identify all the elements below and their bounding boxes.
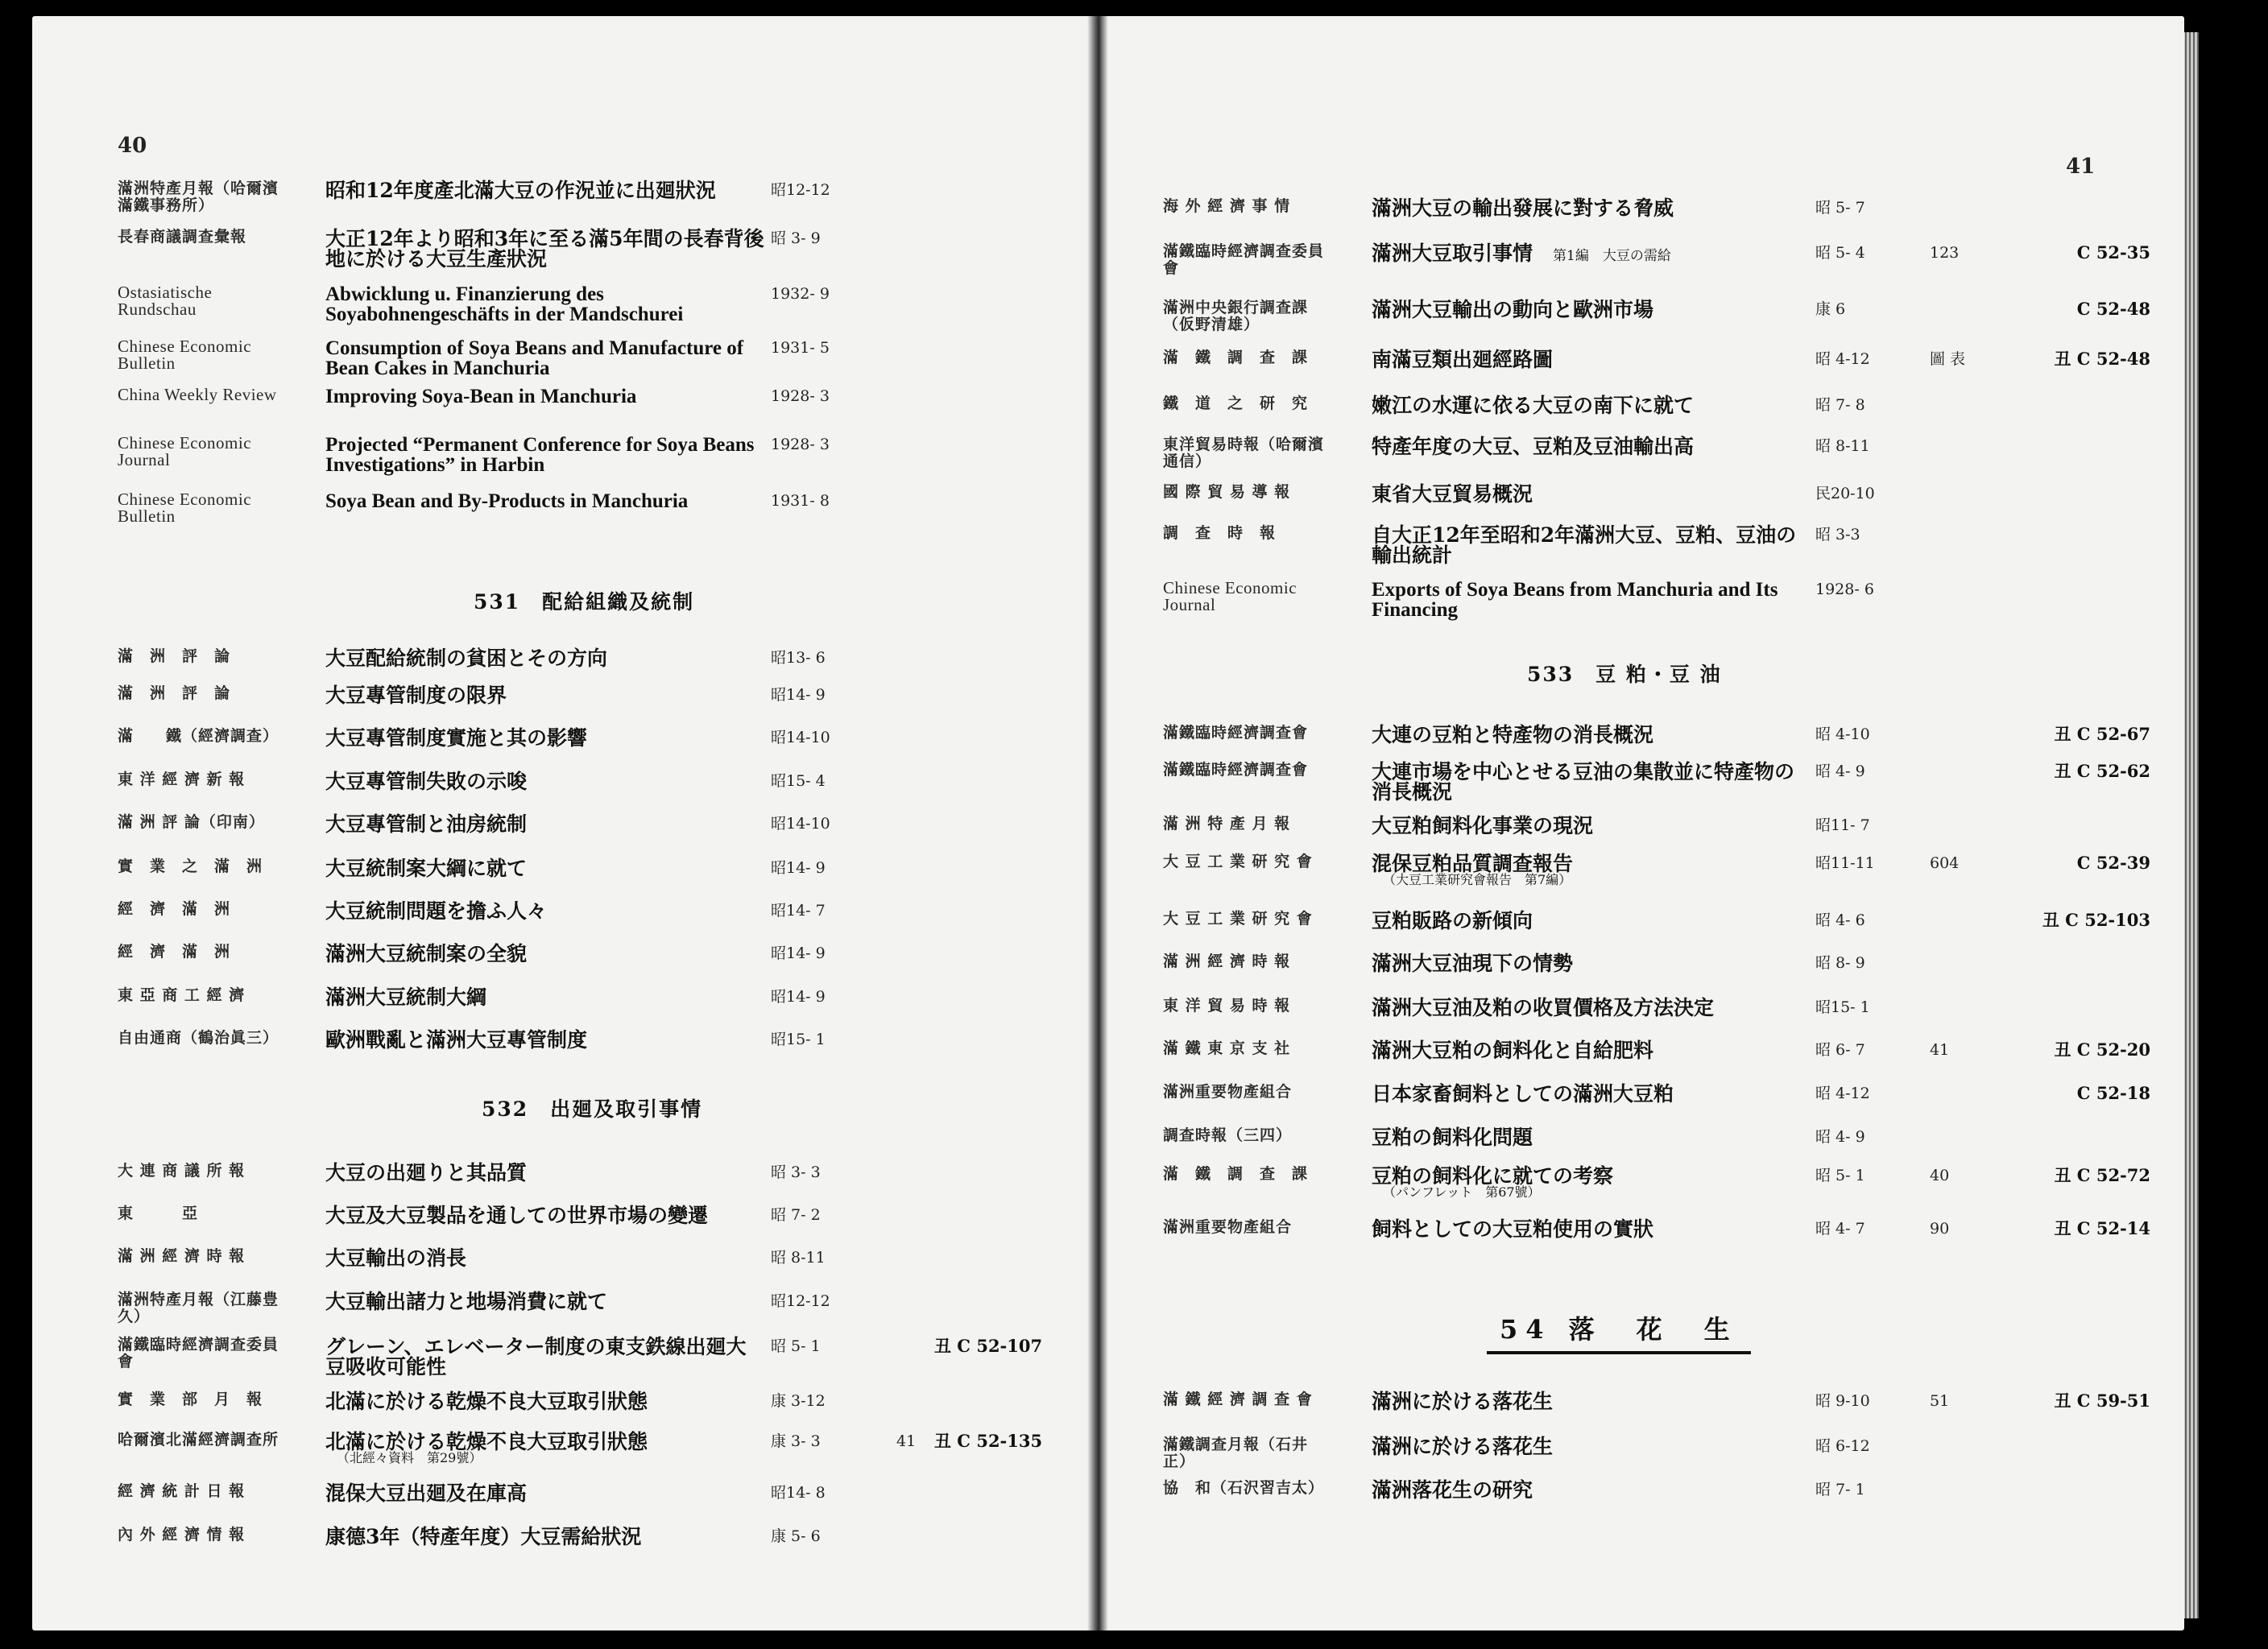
entry-catalog-code: 丑 C 52-48 [2054, 349, 2150, 369]
entry-source: 滿鐵調查月報（石井正） [1163, 1436, 1309, 1470]
entry-date: 康 3-12 [771, 1392, 826, 1410]
entry-date: 昭 8-11 [1815, 437, 1870, 455]
entry-source: 滿 鐵 調 查 課 [1163, 349, 1309, 366]
entry-title: 自大正12年至昭和2年滿洲大豆、豆粕、豆油の輸出統計 [1372, 523, 1797, 567]
entry-source: 經 濟 滿 洲 [118, 900, 231, 918]
left-page [32, 16, 1087, 1630]
entry-date: 昭 7- 1 [1815, 1481, 1865, 1498]
entry-subtitle: （大豆工業研究會報告 第7編） [1383, 872, 1572, 887]
bibliography-entry [32, 284, 1087, 326]
entry-date: 昭 5- 1 [771, 1337, 821, 1355]
entry-title: Abwicklung u. Finanzierung des Soyabohnengeschäfts in der Mandschurei [325, 283, 684, 325]
entry-date: 昭 4-12 [1815, 350, 1870, 368]
entry-title: 滿洲大豆の輸出發展に對する脅威 [1372, 196, 1674, 220]
entry-title: 大豆專管制と油房統制 [325, 812, 528, 836]
bibliography-entry [32, 1432, 1087, 1473]
entry-title: 大連市場を中心とせる豆油の集散並に特產物の消長概況 [1372, 760, 1795, 804]
entry-date: 昭 3-3 [1815, 526, 1860, 543]
entry-date: 昭 4-10 [1815, 725, 1870, 743]
entry-title: 滿洲に於ける落花生 [1372, 1435, 1554, 1458]
entry-title: 飼料としての大豆粕使用の實狀 [1372, 1217, 1654, 1241]
section-heading: 54 落 花 生 [1487, 1309, 1751, 1354]
entry-date: 1931- 5 [771, 339, 830, 357]
bibliography-entry [1108, 1391, 2184, 1433]
entry-date: 昭 4- 7 [1815, 1220, 1865, 1238]
entry-catalog-code: 丑 C 52-103 [2042, 910, 2150, 930]
entry-pages: 604 [1930, 854, 1960, 872]
entry-source: 調 查 時 報 [1163, 524, 1277, 542]
entry-source: 滿 洲 評 論 [118, 684, 231, 702]
section-heading: 531 配給組織及統制 [474, 590, 695, 614]
entry-title: グレーン、エレベーター制度の東支鉄線出廻大豆吸收可能性 [325, 1335, 747, 1378]
entry-pages: 90 [1930, 1220, 1950, 1238]
bibliography-entry [1108, 762, 2184, 804]
entry-title: 豆粕の飼料化問題 [1372, 1126, 1533, 1149]
entry-date: 昭 6-12 [1815, 1437, 1870, 1455]
bibliography-entry [1108, 1127, 2184, 1169]
entry-subtitle: （パンフレット 第67號） [1383, 1184, 1541, 1200]
entry-source: Chinese Economic Bulletin [118, 337, 252, 373]
bibliography-entry [1108, 580, 2184, 622]
entry-catalog-code: C 52-39 [2076, 853, 2150, 873]
bibliography-entry [1108, 911, 2184, 953]
entry-catalog-code: 丑 C 52-107 [934, 1336, 1043, 1356]
entry-date: 1928- 3 [771, 387, 830, 405]
entry-source: 經 濟 統 計 日 報 [118, 1482, 246, 1500]
entry-source: 調查時報（三四） [1163, 1126, 1293, 1144]
entry-source: Ostasiatische Rundschau [118, 283, 213, 319]
entry-source: 大 連 商 議 所 報 [118, 1162, 246, 1180]
entry-title: 大豆專管制度實施と其の影響 [325, 726, 588, 750]
entry-source: 東 洋 貿 易 時 報 [1163, 997, 1291, 1015]
bibliography-entry [32, 1248, 1087, 1290]
entry-source: 內 外 經 濟 情 報 [118, 1526, 246, 1544]
entry-title: 東省大豆貿易概況 [1372, 482, 1533, 506]
bibliography-entry [1108, 953, 2184, 995]
entry-date: 昭 4- 9 [1815, 1128, 1865, 1146]
entry-title: Soya Bean and By-Products in Manchuria [325, 490, 689, 512]
entry-source: 實 業 部 月 報 [118, 1391, 263, 1408]
entry-subtitle: 第1編 大豆の需給 [1553, 248, 1671, 264]
entry-source: Chinese Economic Journal [118, 433, 252, 469]
entry-date: 昭11-11 [1815, 854, 1875, 872]
entry-date: 昭 3- 9 [771, 229, 821, 247]
entry-title: 大豆專管制度の限界 [325, 684, 507, 707]
entry-title: Exports of Soya Beans from Manchuria and Its Financing [1372, 579, 1778, 621]
entry-source: 協 和（石沢習吉太） [1163, 1479, 1325, 1497]
entry-source: Chinese Economic Bulletin [118, 490, 252, 526]
entry-date: 昭 9-10 [1815, 1392, 1870, 1410]
entry-source: 滿 鐵 調 查 課 [1163, 1165, 1309, 1183]
bibliography-entry [32, 338, 1087, 380]
entry-date: 昭 4-12 [1815, 1085, 1870, 1102]
entry-title [1372, 243, 1811, 267]
entry-pages: 51 [1930, 1392, 1950, 1410]
entry-date: 1928- 6 [1815, 581, 1874, 598]
bibliography-entry [32, 987, 1087, 1029]
entry-source: 滿洲中央銀行調查課（仮野清雄） [1163, 299, 1309, 333]
entry-title: 日本家畜飼料としての滿洲大豆粕 [1372, 1082, 1674, 1106]
entry-date: 昭 5- 1 [1815, 1167, 1865, 1184]
entry-title: 大豆の出廻りと其品質 [325, 1161, 528, 1184]
bibliography-entry [1108, 1436, 2184, 1478]
entry-source: 東 亞 商 工 經 濟 [118, 986, 246, 1004]
entry-source: 東洋貿易時報（哈爾濱通信） [1163, 436, 1325, 470]
entry-catalog-code: 丑 C 52-72 [2054, 1165, 2150, 1185]
entry-title: 豆粕販路の新傾向 [1372, 909, 1533, 932]
entry-catalog-code: 丑 C 52-67 [2054, 724, 2150, 744]
entry-source: 大 豆 工 業 研 究 會 [1163, 853, 1313, 870]
entry-source: 滿 洲 經 濟 時 報 [1163, 953, 1291, 970]
bibliography-entry [32, 1030, 1087, 1072]
entry-date: 昭 7- 2 [771, 1206, 821, 1224]
entry-title: 北滿に於ける乾燥不良大豆取引狀態 [325, 1390, 648, 1413]
entry-date: 昭14- 9 [771, 944, 826, 962]
bibliography-entry [1108, 1084, 2184, 1126]
bibliography-entry [32, 858, 1087, 900]
entry-source: 滿 鐵 東 京 支 社 [1163, 1039, 1291, 1057]
bibliography-entry [1108, 198, 2184, 240]
bibliography-entry [32, 491, 1087, 533]
bibliography-entry [1108, 1166, 2184, 1208]
bibliography-entry [1108, 853, 2184, 895]
entry-source: 滿 洲 評 論 [118, 647, 231, 665]
entry-date: 1931- 8 [771, 492, 830, 510]
entry-pages: 41 [896, 1432, 917, 1450]
entry-date: 昭14- 9 [771, 859, 826, 877]
entry-date: 昭15- 4 [771, 772, 826, 790]
entry-source: 滿 洲 特 產 月 報 [1163, 815, 1291, 833]
entry-title: 大豆統制問題を擔ふ人々 [325, 899, 548, 923]
entry-catalog-code: 丑 C 52-62 [2054, 761, 2150, 781]
entry-title-text: 北滿に於ける乾燥不良大豆取引狀態 [325, 1430, 648, 1453]
bibliography-entry [32, 1205, 1087, 1247]
bibliography-entry [32, 1163, 1087, 1205]
entry-title: 滿洲大豆統制大綱 [325, 986, 487, 1009]
entry-date: 民20-10 [1815, 485, 1875, 502]
entry-source: 滿洲特產月報（哈爾濱滿鐵事務所） [118, 180, 279, 214]
entry-title: 大豆專管制失敗の示唆 [325, 770, 528, 793]
entry-date: 昭12-12 [771, 1292, 830, 1310]
entry-title [1372, 853, 1811, 886]
entry-title: 滿洲落花生の研究 [1372, 1478, 1533, 1502]
bibliography-entry [32, 944, 1087, 986]
entry-pages: 41 [1930, 1041, 1950, 1059]
entry-title: 南滿豆類出廻經路圖 [1372, 348, 1554, 371]
entry-source: 滿洲重要物產組合 [1163, 1218, 1293, 1236]
entry-title: 滿洲大豆油現下の情勢 [1372, 952, 1574, 975]
entry-title: 大豆配給統制の貧困とその方向 [325, 647, 608, 670]
entry-date: 昭 4- 6 [1815, 911, 1865, 929]
bibliography-entry [1108, 525, 2184, 567]
entry-date: 康 5- 6 [771, 1527, 821, 1545]
entry-title: 大連の豆粕と特產物の消長概況 [1372, 723, 1654, 746]
entry-date: 昭12-12 [771, 181, 830, 199]
entry-title: 大豆統制案大綱に就て [325, 857, 528, 880]
section-heading: 533 豆 粕・豆 油 [1527, 663, 1722, 686]
entry-date: 昭 8-11 [771, 1249, 826, 1267]
entry-source: 滿 鐵（經濟調查） [118, 727, 279, 745]
entry-date: 1932- 9 [771, 285, 830, 303]
entry-title: 滿洲大豆輸出の動向と歐洲市場 [1372, 298, 1654, 321]
entry-title-text: 豆粕の飼料化に就ての考察 [1372, 1164, 1614, 1188]
entry-source: Chinese Economic Journal [1163, 578, 1297, 614]
entry-catalog-code: C 52-48 [2076, 299, 2150, 319]
entry-date: 昭14- 7 [771, 902, 826, 920]
bibliography-entry [1108, 300, 2184, 341]
entry-date: 昭 6- 7 [1815, 1041, 1865, 1059]
entry-date: 昭15- 1 [1815, 998, 1870, 1016]
entry-source: 海 外 經 濟 事 情 [1163, 197, 1291, 215]
bibliography-entry [32, 229, 1087, 271]
entry-pages: 圖 表 [1930, 350, 1966, 368]
entry-source: 大 豆 工 業 研 究 會 [1163, 910, 1313, 928]
entry-source: 滿 洲 評 論（印南） [118, 813, 265, 831]
entry-date: 昭14- 9 [771, 988, 826, 1006]
entry-title: Projected “Permanent Conference for Soya Beans Investigations” in Harbin [325, 434, 755, 476]
entry-pages: 40 [1930, 1167, 1950, 1184]
book-gutter [1087, 16, 1108, 1630]
entry-source: 滿鐵臨時經濟調查委員會 [118, 1336, 279, 1370]
bibliography-entry [32, 1337, 1087, 1378]
bibliography-entry [32, 814, 1087, 856]
entry-title: 嫩江の水運に依る大豆の南下に就て [1372, 394, 1695, 417]
entry-title: 大豆粕飼料化事業の現況 [1372, 814, 1594, 837]
entry-source: 長春商議調查彙報 [118, 228, 247, 246]
entry-date: 昭14-10 [771, 815, 830, 833]
entry-title: 大豆輸出諸力と地場消費に就て [325, 1290, 608, 1313]
entry-source: 東 亞 [118, 1205, 199, 1222]
entry-source: 鐵 道 之 研 究 [1163, 395, 1309, 412]
entry-title: 混保大豆出廻及在庫高 [325, 1482, 528, 1505]
bibliography-entry [1108, 1480, 2184, 1522]
entry-title: 昭和12年度產北滿大豆の作況並に出廻狀況 [325, 179, 716, 202]
bibliography-entry [1108, 998, 2184, 1039]
bibliography-entry [1108, 243, 2184, 285]
bibliography-entry [32, 685, 1087, 727]
entry-date: 1928- 3 [771, 436, 830, 453]
entry-catalog-code: 丑 C 52-14 [2054, 1218, 2150, 1238]
bibliography-entry [32, 901, 1087, 943]
entry-date: 昭15- 1 [771, 1031, 826, 1048]
entry-source: 自由通商（鶴治眞三） [118, 1029, 279, 1047]
bibliography-entry [32, 180, 1087, 222]
entry-title: 滿洲に於ける落花生 [1372, 1390, 1554, 1413]
bibliography-entry [32, 435, 1087, 477]
entry-date: 康 3- 3 [771, 1432, 821, 1450]
entry-source: 國 際 貿 易 導 報 [1163, 483, 1291, 501]
entry-date: 昭14- 9 [771, 686, 826, 704]
entry-date: 昭14- 8 [771, 1484, 826, 1502]
entry-date: 康 6 [1815, 300, 1846, 318]
entry-date: 昭 4- 9 [1815, 763, 1865, 780]
bibliography-entry [1108, 484, 2184, 526]
entry-title: 歐洲戰亂と滿洲大豆專管制度 [325, 1028, 588, 1052]
page-number: 40 [118, 134, 147, 158]
entry-source: China Weekly Review [118, 385, 277, 404]
bibliography-entry [1108, 1219, 2184, 1261]
entry-title: Consumption of Soya Beans and Manufacture of Bean Cakes in Manchuria [325, 337, 744, 379]
entry-title: 康德3年（特產年度）大豆需給狀況 [325, 1525, 642, 1548]
entry-title: 大豆輸出の消長 [325, 1246, 467, 1270]
entry-source: 滿鐵臨時經濟調查委員會 [1163, 242, 1325, 277]
bibliography-entry [32, 728, 1087, 770]
entry-date: 昭 8- 9 [1815, 954, 1865, 972]
entry-date: 昭 3- 3 [771, 1163, 821, 1181]
bibliography-entry [32, 1292, 1087, 1333]
entry-date: 昭11- 7 [1815, 816, 1870, 834]
entry-subtitle: （北經々資料 第29號） [337, 1450, 482, 1465]
entry-pages: 123 [1930, 244, 1960, 262]
entry-title: 滿洲大豆統制案の全貌 [325, 942, 528, 965]
bibliography-entry [32, 1527, 1087, 1568]
entry-catalog-code: 丑 C 59-51 [2054, 1391, 2150, 1411]
entry-catalog-code: C 52-18 [2076, 1083, 2150, 1103]
entry-title: 大豆及大豆製品を通しての世界市場の變遷 [325, 1204, 709, 1227]
right-page [1108, 16, 2184, 1630]
entry-catalog-code: C 52-35 [2076, 242, 2150, 262]
entry-source: 滿鐵臨時經濟調查會 [1163, 761, 1309, 779]
entry-title-text: 混保豆粕品質調查報告 [1372, 852, 1574, 875]
entry-source: 滿 鐵 經 濟 調 查 會 [1163, 1391, 1313, 1408]
entry-date: 昭 7- 8 [1815, 396, 1865, 414]
entry-source: 滿洲重要物產組合 [1163, 1083, 1293, 1101]
entry-date: 昭14-10 [771, 729, 830, 746]
entry-title [1372, 1166, 1811, 1199]
entry-source: 滿 洲 經 濟 時 報 [118, 1247, 246, 1265]
bibliography-entry [32, 386, 1087, 428]
entry-title: 特產年度の大豆、豆粕及豆油輸出高 [1372, 435, 1695, 458]
bibliography-entry [32, 1483, 1087, 1525]
bibliography-entry [1108, 395, 2184, 437]
entry-date: 昭13- 6 [771, 649, 826, 667]
bibliography-entry [1108, 436, 2184, 478]
entry-source: 滿洲特產月報（江藤豊久） [118, 1291, 279, 1325]
entry-title: 大正12年より昭和3年に至る滿5年間の長春背後地に於ける大豆生產狀況 [325, 227, 764, 271]
entry-title: 滿洲大豆油及粕の收買價格及方法決定 [1372, 996, 1715, 1019]
entry-source: 經 濟 滿 洲 [118, 943, 231, 961]
entry-date: 昭 5- 7 [1815, 199, 1865, 217]
page-number: 41 [2066, 155, 2096, 179]
entry-catalog-code: 丑 C 52-20 [2054, 1039, 2150, 1060]
bibliography-entry [1108, 1040, 2184, 1082]
entry-catalog-code: 丑 C 52-135 [934, 1431, 1043, 1451]
entry-source: 實 業 之 滿 洲 [118, 858, 263, 875]
bibliography-entry [1108, 349, 2184, 391]
entry-title: Improving Soya-Bean in Manchuria [325, 386, 637, 407]
entry-source: 滿鐵臨時經濟調查會 [1163, 724, 1309, 742]
entry-source: 哈爾濱北滿經濟調查所 [118, 1431, 279, 1449]
bibliography-entry [1108, 816, 2184, 858]
entry-title [325, 1432, 764, 1465]
entry-title: 滿洲大豆粕の飼料化と自給肥料 [1372, 1039, 1654, 1062]
bibliography-entry [32, 771, 1087, 813]
entry-source: 東 洋 經 濟 新 報 [118, 771, 246, 788]
section-heading: 532 出廻及取引事情 [482, 1097, 703, 1121]
entry-title-text: 滿洲大豆取引事情 [1372, 242, 1533, 265]
entry-date: 昭 5- 4 [1815, 244, 1865, 262]
bibliography-entry [32, 1391, 1087, 1433]
